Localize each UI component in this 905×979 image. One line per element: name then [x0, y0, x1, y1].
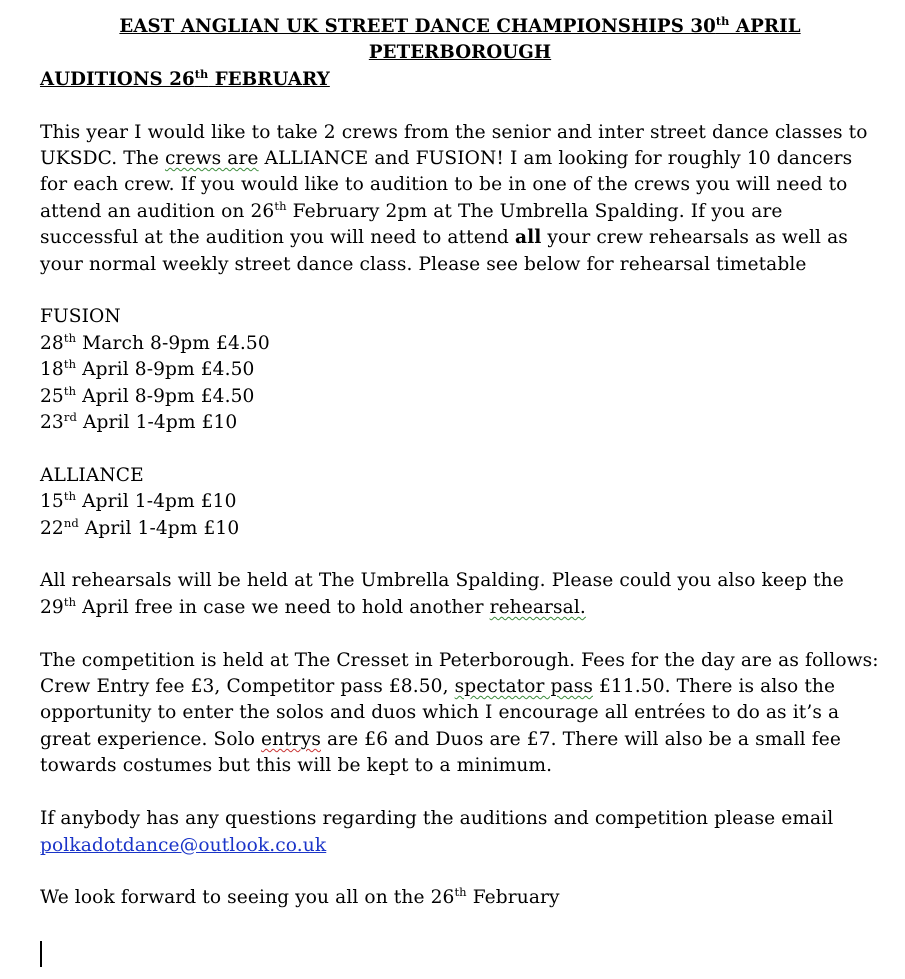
timetable-row [40, 357, 880, 383]
competition-text-2: £11.50. There is also the opportunity to enter the solos and duos which I encourage all entrées to do as it’s a great experience. Solo [40, 676, 840, 750]
title-text-month: APRIL [729, 16, 801, 37]
intro-text-4: your crew rehearsals as well as your normal weekly street dance class. Please see below for rehearsal timetable [40, 227, 848, 275]
row-sup: th [63, 330, 77, 345]
timetable-row [40, 384, 880, 410]
competition-text-3: are £6 and Duos are £7. There will also be a small fee towards costumes but this will be kept to a minimum. [40, 728, 841, 777]
row-day: 15 [40, 491, 64, 513]
row-day: 18 [40, 359, 64, 381]
row-detail: April 1-4pm £10 [76, 491, 237, 513]
title-line-1 [40, 14, 880, 40]
auditions-heading-sup: th [194, 66, 209, 81]
row-detail: April 8-9pm £4.50 [76, 359, 255, 381]
grammar-flagged-text: crews are [164, 148, 259, 170]
intro-bold-all: all [514, 227, 542, 249]
spacer [40, 93, 880, 119]
competition-paragraph [40, 648, 880, 780]
spacer [40, 621, 880, 647]
spacer [40, 278, 880, 304]
closing-text-2: February [466, 887, 560, 909]
row-day: 23 [40, 412, 64, 434]
closing-text-1: We look forward to seeing you all on the 26 [40, 887, 455, 909]
document-page[interactable] [40, 14, 880, 912]
row-day: 28 [40, 332, 64, 354]
row-sup: th [63, 383, 77, 398]
row-day: 22 [40, 517, 64, 539]
row-sup: rd [63, 409, 77, 424]
fusion-timetable [40, 304, 880, 436]
auditions-heading [40, 67, 880, 93]
email-link[interactable]: polkadotdance@outlook.co.uk [40, 834, 327, 856]
title-text: EAST ANGLIAN UK STREET DANCE CHAMPIONSHIPS 30 [119, 16, 716, 37]
timetable-row [40, 410, 880, 436]
row-detail: April 1-4pm £10 [78, 517, 240, 539]
intro-sup: th [274, 198, 287, 213]
spacer [40, 780, 880, 806]
document-title [40, 14, 880, 67]
closing-paragraph [40, 885, 880, 911]
closing-sup: th [454, 885, 467, 900]
auditions-heading-text: AUDITIONS 26 [40, 68, 195, 90]
rehearsals-sup: th [63, 594, 77, 609]
rehearsals-paragraph [40, 568, 880, 621]
timetable-row [40, 331, 880, 357]
rehearsals-text-1: All rehearsals will be held at The Umbrella Spalding. Please could you also keep the 29 [40, 570, 844, 618]
alliance-timetable [40, 463, 880, 542]
timetable-row [40, 516, 880, 542]
competition-text-1: The competition is held at The Cresset in Peterborough. Fees for the day are as follows: Crew Entry fee £3, Competitor pass £8.50, [40, 649, 879, 698]
intro-text-1: This year I would like to take 2 crews from the senior and inter street dance classes to UKSDC. The [40, 121, 868, 170]
timetable-row [40, 489, 880, 515]
spacer [40, 859, 880, 885]
row-sup: th [63, 357, 77, 372]
spacer [40, 542, 880, 568]
auditions-heading-month: FEBRUARY [208, 68, 330, 90]
intro-paragraph [40, 120, 880, 278]
questions-text: If anybody has any questions regarding the auditions and competition please email [40, 808, 834, 830]
row-day: 25 [40, 385, 64, 407]
row-detail: April 8-9pm £4.50 [76, 385, 255, 407]
grammar-flagged-text: spectator pass [454, 676, 593, 698]
row-detail: March 8-9pm £4.50 [76, 332, 270, 354]
row-detail: April 1-4pm £10 [76, 412, 238, 434]
questions-paragraph [40, 806, 880, 859]
intro-text-3: February 2pm at The Umbrella Spalding. If you are successful at the audition you will need to attend [40, 200, 783, 249]
rehearsals-text-2: April free in case we need to hold another [76, 596, 490, 618]
text-cursor [40, 941, 42, 967]
title-superscript: th [715, 14, 730, 29]
spacer [40, 436, 880, 462]
fusion-heading: FUSION [40, 306, 121, 328]
title-line-2: PETERBOROUGH [368, 42, 552, 64]
row-sup: th [63, 489, 77, 504]
alliance-heading: ALLIANCE [40, 464, 144, 486]
grammar-flagged-text: rehearsal. [489, 596, 586, 618]
intro-text-2: ALLIANCE and FUSION! I am looking for roughly 10 dancers for each crew. If you would like to audition to be in one of the crews you will need to attend an audition on 26 [40, 148, 853, 222]
spelling-flagged-text: entrys [261, 728, 321, 750]
row-sup: nd [63, 515, 79, 530]
